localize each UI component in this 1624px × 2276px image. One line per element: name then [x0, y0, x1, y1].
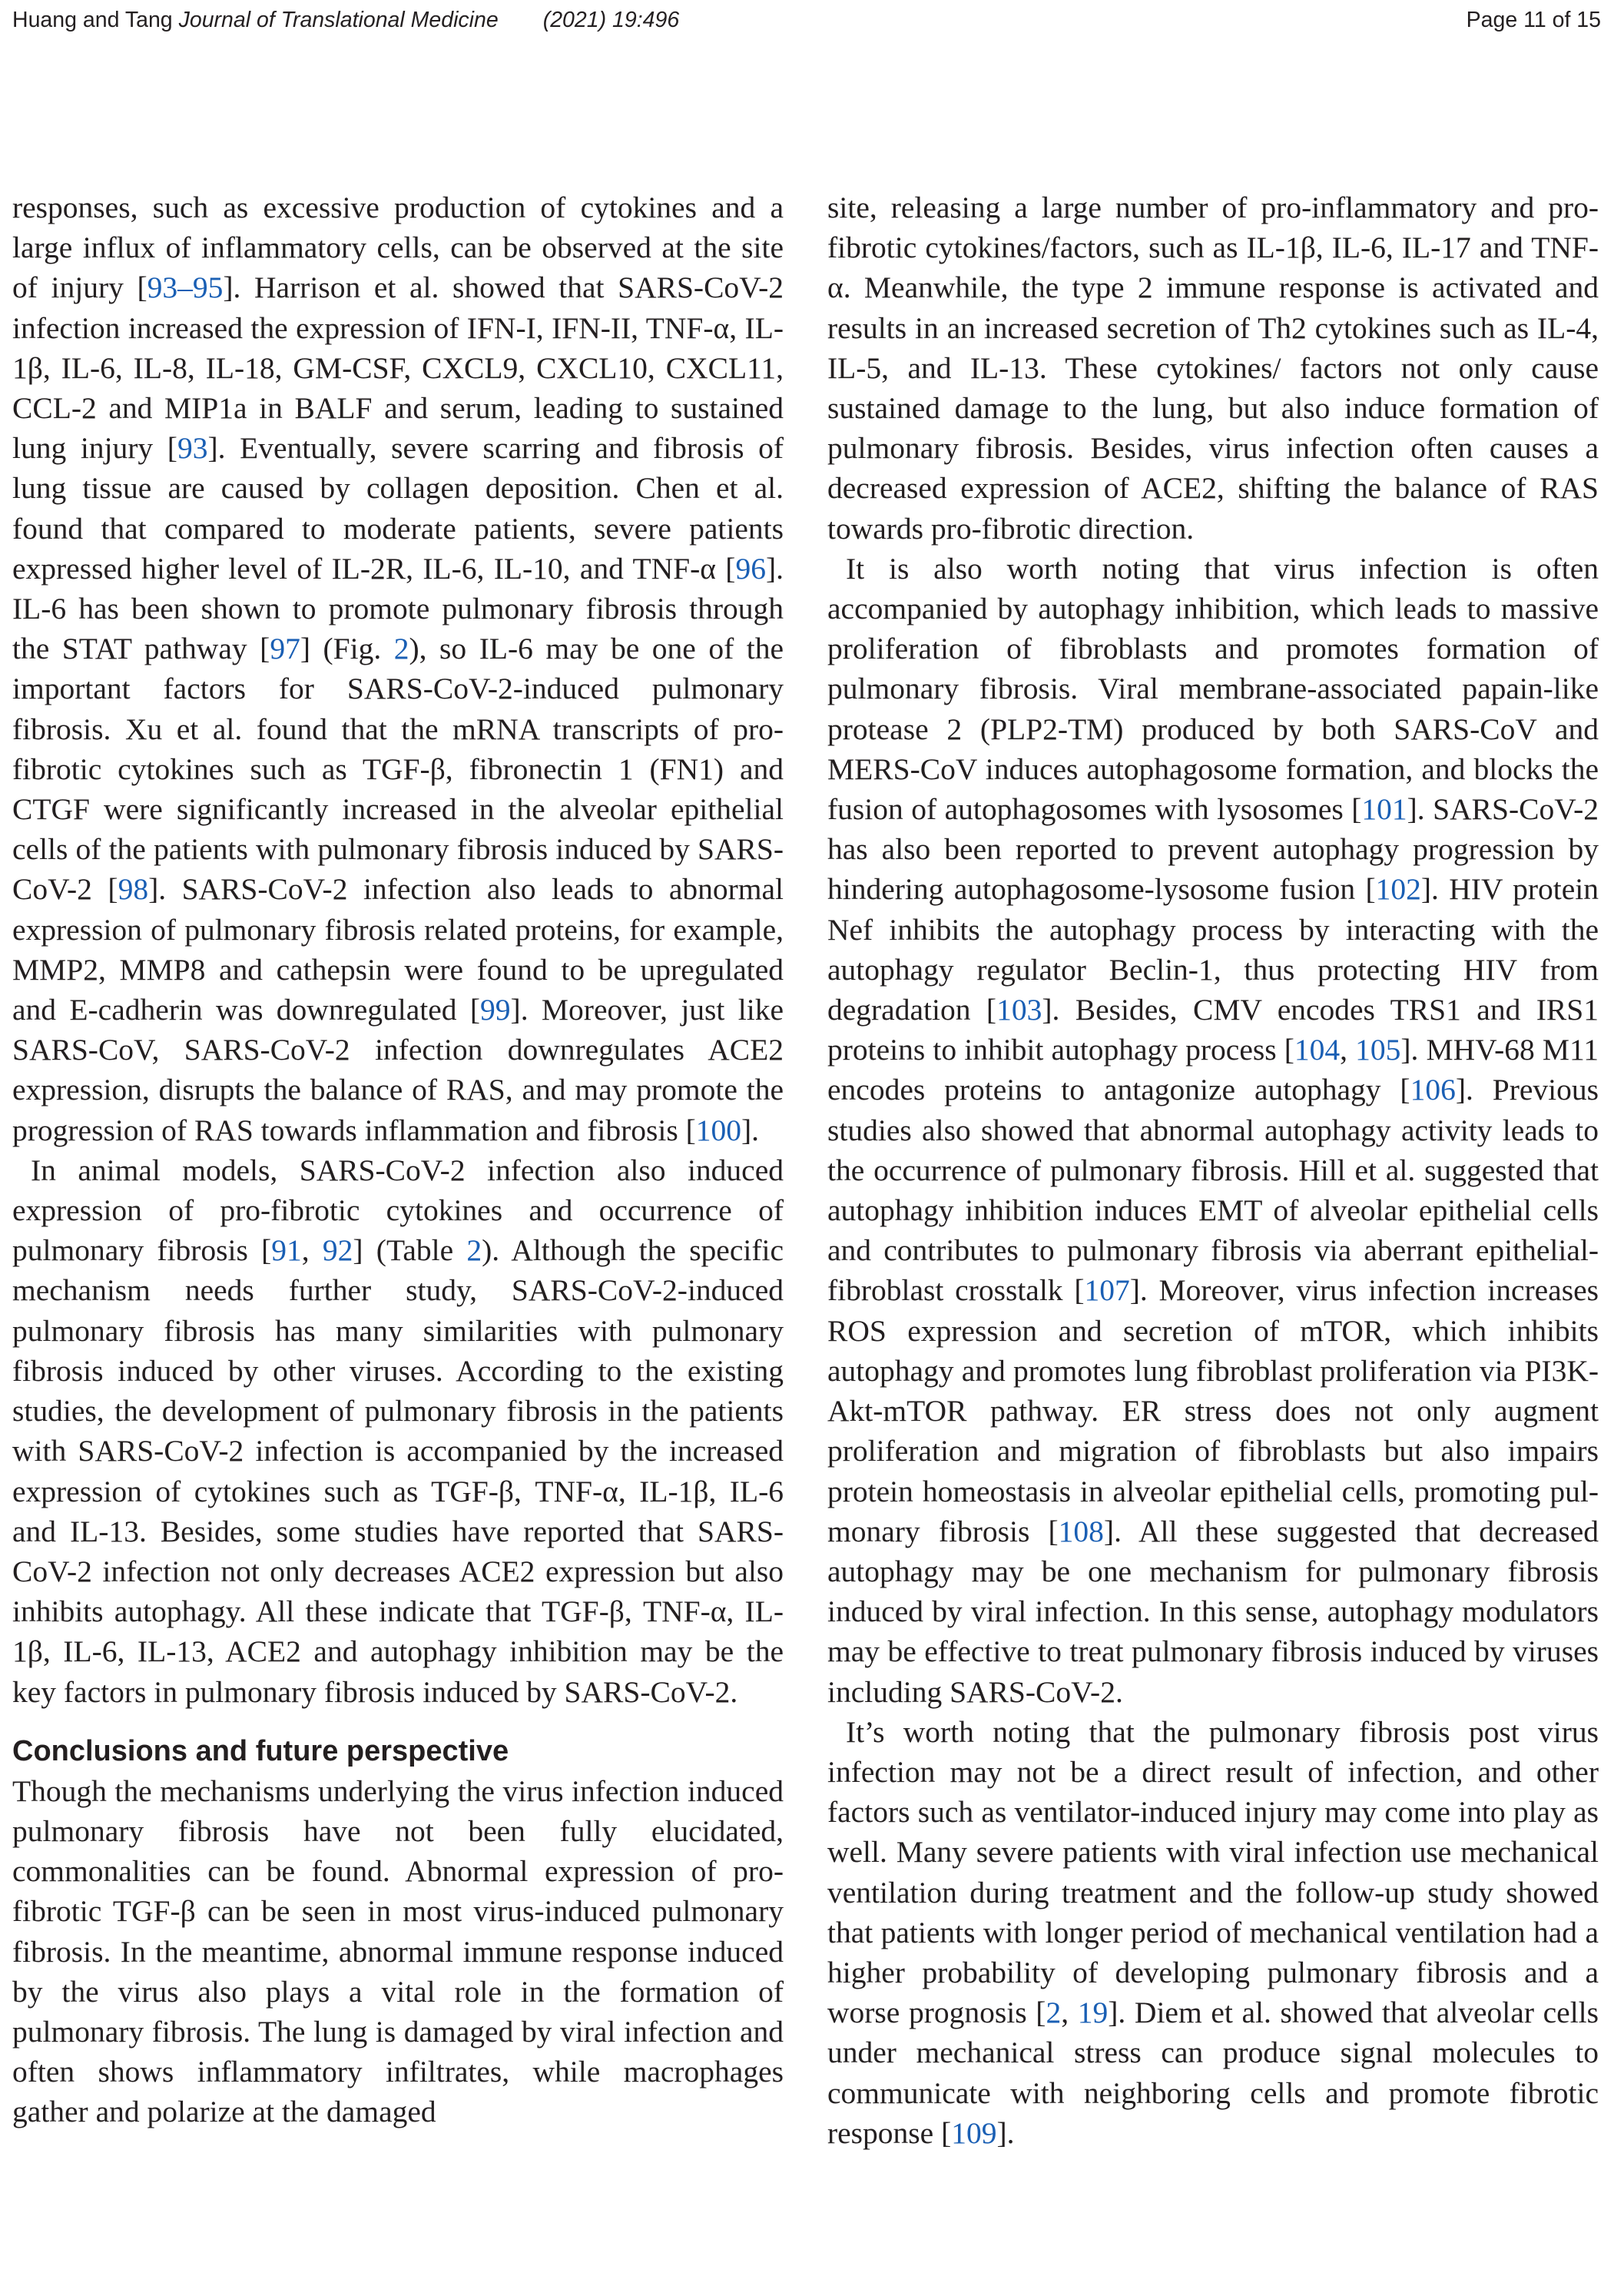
citation-link[interactable]: 92: [322, 1233, 353, 1268]
section-heading: Conclusions and future perspective: [12, 1734, 509, 1767]
citation-link[interactable]: 107: [1084, 1273, 1130, 1308]
citation-link[interactable]: 100: [695, 1113, 741, 1147]
citation-link[interactable]: 103: [996, 993, 1042, 1027]
header-page-number: Page 11 of 15: [1466, 8, 1601, 32]
citation-link[interactable]: 105: [1355, 1033, 1401, 1067]
citation-link[interactable]: 104: [1294, 1033, 1341, 1067]
left-paragraph-3: Though the mechanisms underlying the virus infection induced pulmonary fibrosis have not been fully elucidated, commonalities can be found. Abnormal expression of pro-fibrotic TGF-β can be seen in most virus-induced pulmonary fibrosis. In the meantime, abnormal immune response induced by the virus also plays a vital role in the formation of pulmonary fibrosis. The lung is damaged by viral infection and often shows inflammatory infiltrates, while macrophages gather and polarize at the damaged: [12, 1773, 784, 2129]
header-year-volume: (2021) 19:496: [542, 8, 680, 32]
citation-link[interactable]: 101: [1361, 792, 1407, 827]
citation-link[interactable]: 97: [270, 632, 300, 666]
right-paragraph-2: It is also worth noting that virus infection is often accompanied by autophagy inhibition, which leads to massive proliferation of fibroblasts and promotes formation of pulmonary fibrosis. Viral membrane-associated papain-like protease 2 (PLP2-TM) produced by both SARS-CoV and MERS-CoV induces autophagosome formation, and blocks the fusion of autophagosomes with lysosomes [101]. SARS-CoV-2 has also been reported to prevent autophagy progression by hindering autophagosome-lysosome fusion [102]. HIV protein Nef inhibits the autophagy process by interacting with the autophagy regulator Beclin-1, thus protecting HIV from degradation [103]. Besides, CMV encodes TRS1 and IRS1 proteins to inhibit autophagy process [104, 105]. MHV-68 M11 encodes proteins to antagonize autophagy [106]. Previous studies also showed that abnormal autophagy activity leads to the occurrence of pulmonary fibrosis. Hill et al. suggested that autophagy inhibition induces EMT of alveolar epithelial cells and contributes to pulmonary fibrosis via aberrant epithelial-fibroblast crosstalk [107]. Moreover, virus infection increases ROS expression and secretion of mTOR, which inhibits autophagy and promotes lung fibroblast proliferation via PI3K-Akt-mTOR pathway. ER stress does not only augment proliferation and migration of fibroblasts but also impairs protein homeostasis in alveolar epithelial cells, promoting pulmonary fibrosis [108]. All these suggested that decreased autophagy may be one mechanism for pulmonary fibrosis induced by viral infection. In this sense, autophagy modulators may be effective to treat pulmonary fibrosis induced by viruses including SARS-CoV-2.: [827, 551, 1599, 1709]
citation-link[interactable]: 108: [1058, 1514, 1104, 1548]
citation-link[interactable]: 19: [1077, 1996, 1109, 2030]
citation-link[interactable]: 99: [480, 993, 511, 1027]
citation-link[interactable]: 91: [271, 1233, 302, 1268]
citation-link[interactable]: 93: [177, 431, 208, 466]
citation-link[interactable]: 106: [1410, 1073, 1456, 1107]
header-citation: [12, 8, 679, 33]
left-column: [12, 187, 784, 2132]
header-journal: Journal of Translational Medicine: [178, 8, 499, 32]
left-paragraph-1: responses, such as excessive production of cytokines and a large influx of inflammatory cells, can be observed at the site of injury [93–95]. Harrison et al. showed that SARS-CoV-2 infection increased the expression of IFN-I, IFN-II, TNF-α, IL-1β, IL-6, IL-8, IL-18, GM-CSF, CXCL9, CXCL10, CXCL11, CCL-2 and MIP1a in BALF and serum, leading to sustained lung injury [93]. Eventually, severe scarring and fibrosis of lung tissue are caused by collagen deposition. Chen et al. found that compared to moderate patients, severe patients expressed higher level of IL-2R, IL-6, IL-10, and TNF-α [96]. IL-6 has been shown to promote pulmonary fibrosis through the STAT pathway [97] (Fig. 2), so IL-6 may be one of the important factors for SARS-CoV-2-induced pulmonary fibrosis. Xu et al. found that the mRNA transcripts of pro-fibrotic cytokines such as TGF-β, fibronectin 1 (FN1) and CTGF were significantly increased in the alveolar epithelial cells of the patients with pulmonary fibrosis induced by SARS-CoV-2 [98]. SARS-CoV-2 infection also leads to abnormal expression of pulmonary fibrosis related proteins, for example, MMP2, MMP8 and cathepsin were found to be upregulated and E-cadherin was downregulated [99]. Moreover, just like SARS-CoV, SARS-CoV-2 infection downregulates ACE2 expression, disrupts the balance of RAS, and may promote the progression of RAS towards inflammation and fibrosis [100].: [12, 191, 784, 1147]
table-link[interactable]: 2: [466, 1233, 482, 1268]
citation-link[interactable]: 102: [1375, 872, 1421, 907]
citation-link[interactable]: 109: [951, 2115, 997, 2150]
header-authors: Huang and Tang: [12, 8, 173, 32]
left-paragraph-2: In animal models, SARS-CoV-2 infection also induced expression of pro-fibrotic cytokines and occurrence of pulmonary fibrosis [91, 92] (Table 2). Although the specific mechanism needs further study, SARS-CoV-2-induced pulmonary fibrosis has many similarities with pulmonary fibrosis induced by other viruses. According to the existing studies, the development of pulmonary fibrosis in the patients with SARS-CoV-2 infection is accompanied by the increased expression of cytokines such as TGF-β, TNF-α, IL-1β, IL-6 and IL-13. Besides, some studies have reported that SARS-CoV-2 infection not only decreases ACE2 expression but also inhibits autophagy. All these indicate that TGF-β, TNF-α, IL-1β, IL-6, IL-13, ACE2 and autophagy inhibition may be the key factors in pulmonary fibrosis induced by SARS-CoV-2.: [12, 1153, 784, 1709]
right-paragraph-3: It’s worth noting that the pulmonary fibrosis post virus infection may not be a direct result of infection, and other factors such as ventilator-induced injury may come into play as well. Many severe patients with viral infection use mechanical ventilation during treatment and the follow-up study showed that patients with longer period of mechanical ventilation had a higher probability of developing pulmonary fibrosis and a worse prognosis [2, 19]. Diem et al. showed that alveolar cells under mechanical stress can produce signal molecules to communicate with neighboring cells and promote fibrotic response [109].: [827, 1714, 1599, 2150]
citation-link[interactable]: 93–95: [147, 270, 224, 305]
right-column: [827, 187, 1599, 2153]
figure-link[interactable]: 2: [393, 632, 409, 666]
running-header: [12, 8, 1601, 38]
citation-link[interactable]: 96: [735, 551, 766, 586]
right-paragraph-1: site, releasing a large number of pro-inflammatory and pro-fibrotic cytokines/factors, such as IL-1β, IL-6, IL-17 and TNF-α. Meanwhile, the type 2 immune response is activated and results in an increased secretion of Th2 cytokines such as IL-4, IL-5, and IL-13. These cytokines/ factors not only cause sustained damage to the lung, but also induce formation of pulmonary fibrosis. Besides, virus infection often causes a decreased expression of ACE2, shifting the balance of RAS towards pro-fibrotic direction.: [827, 191, 1599, 546]
citation-link[interactable]: 2: [1046, 1996, 1062, 2030]
citation-link[interactable]: 98: [118, 872, 149, 907]
